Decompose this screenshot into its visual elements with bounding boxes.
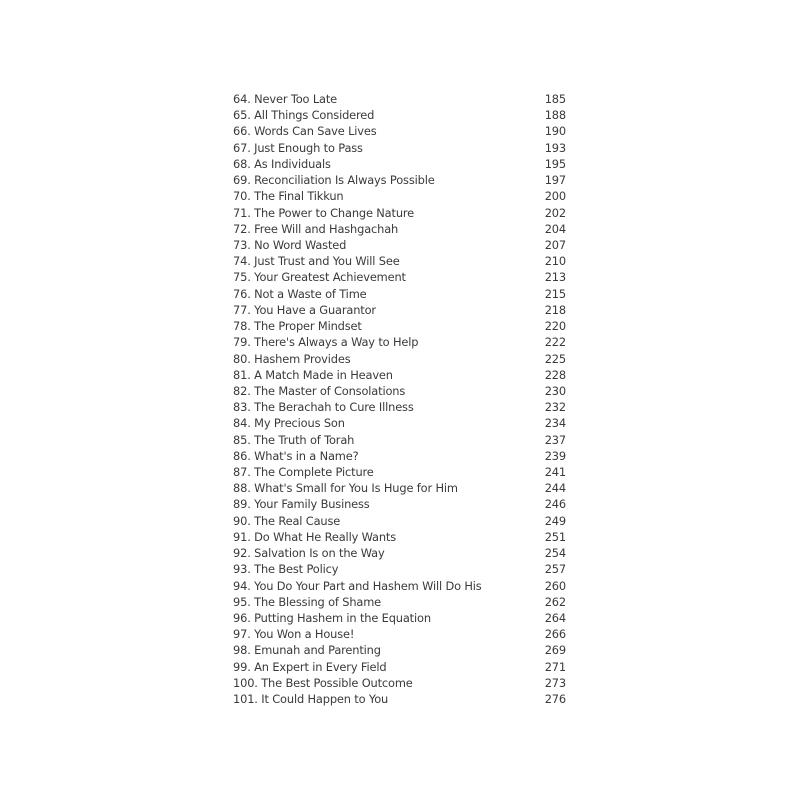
toc-entry-number: 90.: [233, 513, 251, 528]
toc-entry-number: 93.: [233, 562, 251, 577]
toc-entry-number: 69.: [233, 173, 251, 188]
toc-entry: [233, 318, 566, 334]
toc-entry-number: 72.: [233, 221, 251, 236]
toc-entry: [233, 642, 566, 658]
toc-entry-page: 249: [544, 513, 566, 528]
toc-entry: [233, 415, 566, 431]
toc-entry: [233, 107, 566, 123]
toc-entry-title: [233, 286, 542, 302]
toc-entry-number: 70.: [233, 189, 251, 204]
toc-entry-number: 92.: [233, 546, 251, 561]
toc-entry-title: [233, 642, 542, 658]
toc-entry: [233, 594, 566, 610]
toc-entry-page: 241: [544, 465, 566, 480]
toc-entry-page: 207: [544, 237, 566, 252]
toc-entry: [233, 610, 566, 626]
toc-entry-text: Your Family Business: [254, 497, 370, 512]
toc-entry-text: What's Small for You Is Huge for Him: [254, 481, 458, 496]
toc-entry: [233, 351, 566, 367]
toc-entry-title: [233, 351, 542, 367]
toc-entry-number: 95.: [233, 594, 251, 609]
toc-entry-title: [233, 318, 542, 334]
toc-entry-text: The Truth of Torah: [254, 432, 355, 447]
toc-entry-text: My Precious Son: [254, 416, 345, 431]
toc-entry-title: [233, 448, 542, 464]
toc-entry-text: You Won a House!: [254, 627, 355, 642]
toc-entry-number: 75.: [233, 270, 251, 285]
toc-entry-title: [233, 91, 542, 107]
toc-entry-text: The Real Cause: [254, 513, 341, 528]
toc-entry-number: 85.: [233, 432, 251, 447]
toc-entry-title: [233, 675, 542, 691]
toc-entry-title: [233, 123, 542, 139]
toc-entry-page: 202: [544, 205, 566, 220]
toc-entry-page: 239: [544, 448, 566, 463]
toc-entry-title: [233, 691, 542, 707]
toc-entry-title: [233, 253, 542, 269]
toc-entry-page: 237: [544, 432, 566, 447]
toc-entry-text: As Individuals: [254, 156, 331, 171]
toc-entry-title: [233, 367, 542, 383]
toc-entry-text: Just Enough to Pass: [254, 140, 363, 155]
toc-entry-text: Free Will and Hashgachah: [254, 221, 399, 236]
toc-entry-text: You Have a Guarantor: [254, 302, 376, 317]
toc-entry-text: Hashem Provides: [254, 351, 351, 366]
toc-entry-title: [233, 188, 542, 204]
toc-entry-page: 195: [544, 156, 566, 171]
toc-entry-text: What's in a Name?: [254, 448, 359, 463]
toc-entry-title: [233, 415, 542, 431]
toc-entry-text: Salvation Is on the Way: [254, 546, 385, 561]
toc-entry-page: 276: [544, 692, 566, 707]
toc-entry-page: 204: [544, 221, 566, 236]
toc-entry: [233, 188, 566, 204]
toc-entry-page: 266: [544, 627, 566, 642]
toc-entry-number: 66.: [233, 124, 251, 139]
toc-entry: [233, 367, 566, 383]
toc-entry-page: 215: [544, 286, 566, 301]
toc-entry-page: 264: [544, 611, 566, 625]
toc-entry-title: [233, 221, 542, 237]
toc-entry-title: [233, 659, 542, 675]
toc-entry: [233, 91, 566, 107]
toc-entry: [233, 237, 566, 253]
toc-entry-title: [233, 432, 542, 448]
toc-entry-title: [233, 237, 542, 253]
toc-entry: [233, 383, 566, 399]
toc-entry-title: [233, 302, 542, 318]
toc-entry-number: 64.: [233, 92, 251, 106]
toc-entry-title: [233, 464, 542, 480]
toc-entry-page: 197: [544, 173, 566, 188]
toc-entry-text: An Expert in Every Field: [254, 659, 387, 674]
toc-entry-page: 269: [544, 643, 566, 658]
toc-entry-title: [233, 156, 542, 172]
toc-entry-number: 99.: [233, 659, 251, 674]
toc-entry: [233, 529, 566, 545]
toc-entry-number: 79.: [233, 335, 251, 350]
toc-entry-number: 81.: [233, 367, 251, 382]
toc-entry-title: [233, 545, 542, 561]
toc-entry-title: [233, 496, 542, 512]
toc-entry: [233, 545, 566, 561]
toc-entry: [233, 156, 566, 172]
table-of-contents: [233, 91, 566, 707]
toc-entry-text: A Match Made in Heaven: [254, 367, 393, 382]
toc-entry-title: [233, 269, 542, 285]
toc-entry-page: 251: [544, 529, 566, 544]
toc-entry-number: 78.: [233, 319, 251, 334]
toc-entry-page: 188: [544, 108, 566, 123]
toc-entry-text: Not a Waste of Time: [254, 286, 367, 301]
toc-entry: [233, 172, 566, 188]
toc-entry-number: 98.: [233, 643, 251, 658]
toc-entry-number: 89.: [233, 497, 251, 512]
toc-entry-text: Never Too Late: [254, 92, 338, 106]
toc-entry-title: [233, 529, 542, 545]
toc-entry-page: 222: [544, 335, 566, 350]
toc-entry: [233, 253, 566, 269]
toc-entry-title: [233, 480, 542, 496]
toc-entry-text: Your Greatest Achievement: [254, 270, 406, 285]
toc-entry: [233, 205, 566, 221]
toc-entry-text: The Proper Mindset: [254, 319, 362, 334]
toc-entry-page: 257: [544, 562, 566, 577]
toc-entry-page: 220: [544, 319, 566, 334]
toc-entry-title: [233, 594, 542, 610]
toc-entry: [233, 286, 566, 302]
toc-entry-text: The Final Tikkun: [254, 189, 344, 204]
toc-entry: [233, 675, 566, 691]
toc-entry-title: [233, 561, 542, 577]
toc-entry-page: 244: [544, 481, 566, 496]
toc-entry: [233, 432, 566, 448]
toc-entry: [233, 302, 566, 318]
toc-entry-number: 88.: [233, 481, 251, 496]
toc-entry-text: Emunah and Parenting: [254, 643, 381, 658]
toc-entry-text: You Do Your Part and Hashem Will Do His: [254, 578, 482, 593]
toc-entry-title: [233, 107, 542, 123]
toc-entry-number: 87.: [233, 465, 251, 480]
toc-entry-page: 225: [544, 351, 566, 366]
toc-entry-number: 80.: [233, 351, 251, 366]
toc-entry-number: 65.: [233, 108, 251, 123]
toc-entry-number: 74.: [233, 254, 251, 269]
toc-entry-page: 228: [544, 367, 566, 382]
toc-entry-page: 232: [544, 400, 566, 415]
toc-entry-title: [233, 140, 542, 156]
toc-entry-page: 218: [544, 302, 566, 317]
toc-entry-number: 76.: [233, 286, 251, 301]
toc-entry-page: 213: [544, 270, 566, 285]
toc-entry-page: 262: [544, 594, 566, 609]
toc-entry-text: The Complete Picture: [254, 465, 374, 480]
toc-entry-page: 210: [544, 254, 566, 269]
toc-entry-number: 94.: [233, 578, 251, 593]
toc-entry-number: 73.: [233, 237, 251, 252]
toc-entry-number: 68.: [233, 156, 251, 171]
toc-entry-text: The Blessing of Shame: [254, 594, 382, 609]
toc-entry-number: 101.: [233, 692, 258, 707]
toc-entry-text: Do What He Really Wants: [254, 529, 397, 544]
toc-entry-number: 71.: [233, 205, 251, 220]
toc-entry-number: 83.: [233, 400, 251, 415]
toc-entry-number: 82.: [233, 383, 251, 398]
toc-entry-title: [233, 610, 542, 626]
toc-entry: [233, 480, 566, 496]
toc-entry-text: The Power to Change Nature: [254, 205, 415, 220]
toc-entry-text: The Best Possible Outcome: [261, 675, 413, 690]
toc-entry-page: 273: [544, 675, 566, 690]
toc-entry: [233, 561, 566, 577]
toc-entry: [233, 691, 566, 707]
toc-entry-title: [233, 334, 542, 350]
toc-entry: [233, 269, 566, 285]
toc-entry-title: [233, 578, 542, 594]
toc-entry-text: Reconciliation Is Always Possible: [254, 173, 435, 188]
toc-entry: [233, 140, 566, 156]
toc-entry-text: There's Always a Way to Help: [254, 335, 419, 350]
toc-entry: [233, 399, 566, 415]
toc-entry: [233, 221, 566, 237]
toc-entry-page: 271: [544, 659, 566, 674]
toc-entry-text: It Could Happen to You: [261, 692, 389, 707]
toc-entry-title: [233, 205, 542, 221]
toc-entry: [233, 626, 566, 642]
toc-entry-number: 84.: [233, 416, 251, 431]
toc-entry-page: 246: [544, 497, 566, 512]
toc-entry-page: 234: [544, 416, 566, 431]
toc-entry-number: 100.: [233, 675, 258, 690]
toc-entry-text: Just Trust and You Will See: [254, 254, 400, 269]
toc-entry-text: The Berachah to Cure Illness: [254, 400, 414, 415]
toc-entry-number: 86.: [233, 448, 251, 463]
toc-entry-number: 96.: [233, 611, 251, 625]
toc-entry: [233, 659, 566, 675]
toc-entry: [233, 123, 566, 139]
toc-entry: [233, 578, 566, 594]
toc-entry-number: 97.: [233, 627, 251, 642]
toc-entry: [233, 464, 566, 480]
toc-entry-page: 185: [544, 92, 566, 106]
toc-entry-page: 200: [544, 189, 566, 204]
toc-entry-text: The Best Policy: [254, 562, 339, 577]
toc-entry-number: 77.: [233, 302, 251, 317]
toc-entry-page: 190: [544, 124, 566, 139]
toc-entry-title: [233, 399, 542, 415]
toc-entry: [233, 334, 566, 350]
toc-entry-page: 260: [544, 578, 566, 593]
toc-entry-text: The Master of Consolations: [254, 383, 406, 398]
toc-entry-number: 91.: [233, 529, 251, 544]
toc-entry-text: No Word Wasted: [254, 237, 347, 252]
toc-entry: [233, 513, 566, 529]
toc-entry-title: [233, 626, 542, 642]
toc-entry: [233, 496, 566, 512]
toc-entry-page: 254: [544, 546, 566, 561]
toc-entry: [233, 448, 566, 464]
toc-entry-page: 193: [544, 140, 566, 155]
toc-entry-text: Words Can Save Lives: [254, 124, 377, 139]
toc-entry-title: [233, 383, 542, 399]
toc-entry-text: All Things Considered: [254, 108, 375, 123]
toc-entry-title: [233, 513, 542, 529]
toc-entry-page: 230: [544, 383, 566, 398]
toc-entry-number: 67.: [233, 140, 251, 155]
toc-entry-text: Putting Hashem in the Equation: [254, 611, 431, 625]
toc-entry-title: [233, 172, 542, 188]
